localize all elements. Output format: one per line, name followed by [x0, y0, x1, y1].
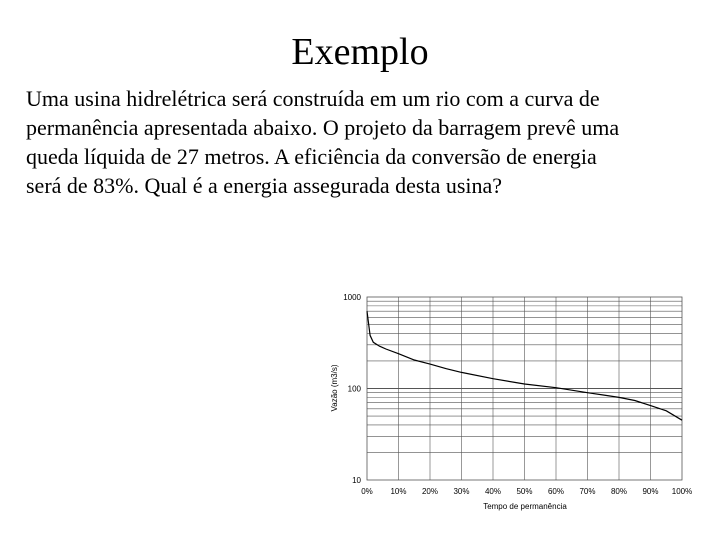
- x-tick-label: 30%: [453, 487, 470, 496]
- chart-labels: [343, 293, 692, 496]
- y-tick-label: 10: [352, 476, 361, 485]
- problem-line: queda líquida de 27 metros. A eficiência da conversão de energia: [26, 144, 597, 169]
- y-axis-label: Vazão (m3/s): [330, 364, 339, 412]
- x-tick-label: 60%: [547, 487, 565, 496]
- x-tick-label: 80%: [610, 487, 628, 496]
- problem-line: permanência apresentada abaixo. O projeto da barragem prevê uma: [26, 115, 620, 140]
- x-tick-label: 90%: [642, 487, 659, 496]
- x-tick-label: 20%: [421, 487, 439, 496]
- x-tick-label: 10%: [390, 487, 407, 496]
- y-tick-label: 1000: [343, 293, 361, 302]
- slide-title: Exemplo: [291, 31, 429, 73]
- problem-line: Uma usina hidrelétrica será construída em um rio com a curva de: [26, 86, 600, 111]
- x-tick-label: 0%: [361, 487, 373, 496]
- x-tick-label: 40%: [484, 487, 502, 496]
- x-tick-label: 100%: [671, 487, 693, 496]
- x-tick-label: 70%: [579, 487, 596, 496]
- x-axis-label: Tempo de permanência: [483, 502, 567, 511]
- problem-line: será de 83%. Qual é a energia assegurada desta usina?: [26, 173, 503, 198]
- x-tick-label: 50%: [516, 487, 533, 496]
- chart-grid: [367, 297, 682, 480]
- y-tick-label: 100: [347, 384, 361, 394]
